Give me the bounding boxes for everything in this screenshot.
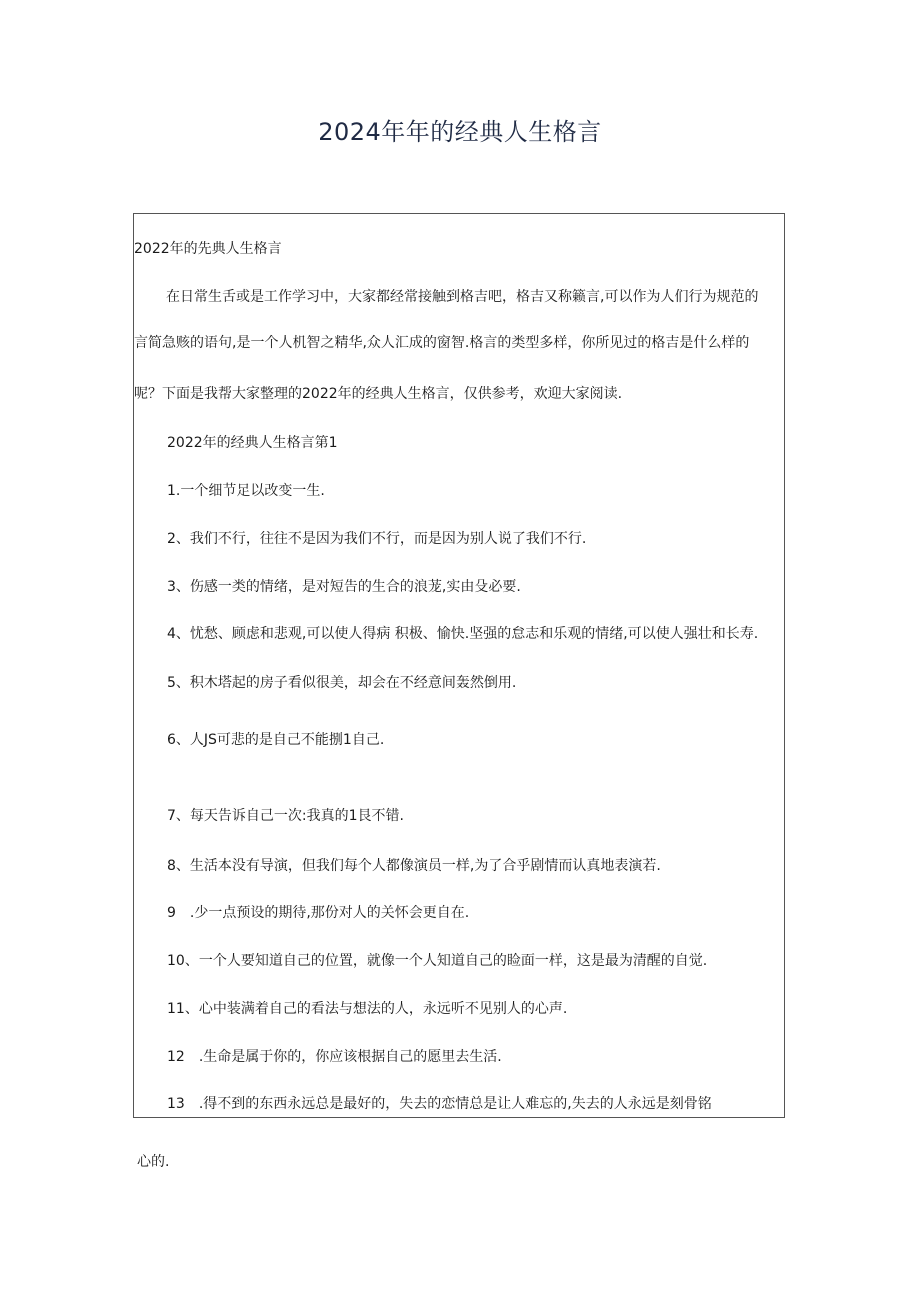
list-item: 2、我们不行，往往不是因为我们不行，而是因为别人说了我们不行. [167, 531, 587, 547]
list-item: 12 .生命是属于你的，你应该根据自己的愿里去生活. [167, 1049, 502, 1065]
content-frame [133, 213, 785, 1118]
list-item: 13 .得不到的东西永远总是最好的，失去的恋情总是让人难忘的,失去的人永远是刻骨铭 [167, 1096, 712, 1112]
intro-line: 呢？下面是我帮大家整理的2022年的经典人生格言，仅供参考，欢迎大家阅读. [134, 386, 623, 402]
intro-line: 言简急赅的语句,是一个人机智之精华,众人汇成的窗智.格言的类型多样，你所见过的格吉是什么样的 [134, 335, 750, 351]
list-item: 7、每天告诉自己一次:我真的1艮不错. [167, 808, 404, 824]
section-heading: 2022年的经典人生格言第1 [167, 435, 338, 451]
list-item: 8、生活本没有导演，但我们每个人都像演员一样,为了合乎剧情而认真地表演若. [167, 858, 661, 874]
list-item: 3、伤感一类的情绪，是对短告的生合的浪茏,实由殳必要. [167, 579, 521, 595]
subtitle: 2022年的先典人生格言 [134, 241, 282, 257]
list-item: 9 .少一点预设的期待,那份对人的关怀会更自在. [167, 905, 470, 921]
list-item: 4、忧愁、顾虑和悲观,可以使人得病 积极、愉快.坚强的怠志和乐观的情绪,可以使人强壮和长寿. [167, 626, 759, 642]
document-title: 2024年年的经典人生格言 [318, 118, 602, 146]
list-item: 10、一个人要知道自己的位置，就像一个人知道自己的睑面一样，这是最为清醒的自觉. [167, 953, 708, 969]
intro-line: 在日常生舌或是工作学习中，大家都经常接触到格吉吧，格吉又称籁言,可以作为人们行为规范的 [166, 289, 759, 305]
list-item: 11、心中装满着自己的看法与想法的人，永远听不见别人的心声. [167, 1001, 568, 1017]
continuation-text: 心的. [137, 1154, 170, 1170]
list-item: 5、积木塔起的房子看似很美，却会在不经意间轰然倒用. [167, 675, 517, 691]
list-item: 6、人JS可悲的是自己不能捌1自己. [167, 732, 385, 748]
list-item: 1.一个细节足以改变一生. [167, 483, 325, 499]
